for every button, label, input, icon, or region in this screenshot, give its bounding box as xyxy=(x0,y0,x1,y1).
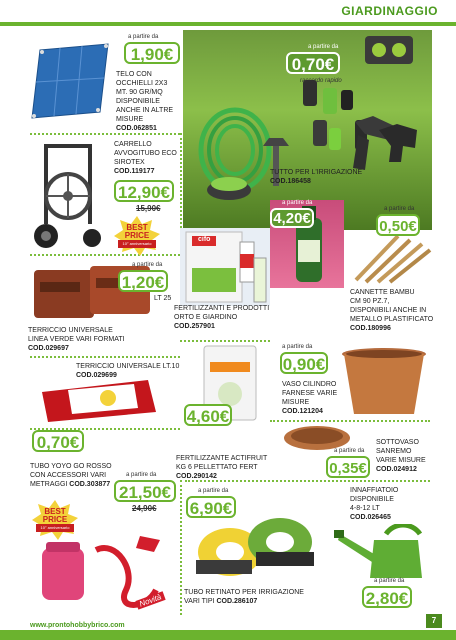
canes-code: COD.180996 xyxy=(350,325,391,332)
fertilizer-description xyxy=(174,304,269,331)
irrigation-from-label: a partire da xyxy=(308,44,339,50)
soil-small-code: COD.029699 xyxy=(76,372,117,379)
tarp-price: 1,90€ xyxy=(124,42,180,64)
hose-code: COD.286107 xyxy=(216,598,258,605)
canes-desc-line: CANNETTE BAMBU xyxy=(350,289,415,296)
badge-text xyxy=(114,224,160,240)
soil-small-image xyxy=(38,378,158,424)
vase-from-label: a partire da xyxy=(282,344,313,350)
yoyo-old-price: 24,90€ xyxy=(132,504,157,513)
yoyo-desc-line: TUBO YOYO GO ROSSO xyxy=(30,463,112,470)
tarp-desc-line: TELO CON xyxy=(116,71,152,78)
hose-cart-price: 12,90€ xyxy=(114,180,174,202)
badge-anniversary: 10° anniversario xyxy=(122,241,152,246)
badge-anniversary: 10° anniversario xyxy=(40,525,70,530)
fertilizer-brand: cifo xyxy=(198,236,211,243)
header-bar xyxy=(0,22,456,26)
separator xyxy=(30,133,180,135)
soil-price: 1,20€ xyxy=(118,270,168,292)
fertilizer-from-label: a partire da xyxy=(282,200,313,206)
tarp-from-label: a partire da xyxy=(128,34,159,40)
vase-description xyxy=(282,380,337,416)
irrigation-desc-line: TUTTO PER L'IRRIGAZIONE xyxy=(270,169,363,176)
page-header xyxy=(0,0,456,30)
yoyo-from-label: a partire da xyxy=(126,472,157,478)
page-number: 7 xyxy=(426,614,442,628)
yoyo-code: COD.303877 xyxy=(69,481,111,488)
cart-code: COD.119177 xyxy=(114,168,155,175)
tarp-desc-line: ANCHE IN ALTRE xyxy=(116,107,174,114)
hose-cart-old-price: 15,90€ xyxy=(136,204,161,213)
watering-can-desc-line: INNAFFIATOIO xyxy=(350,487,399,494)
soil-from-label: a partire da xyxy=(132,262,163,268)
badge-line: BEST xyxy=(126,223,148,232)
fertilizer-image xyxy=(180,228,270,306)
soil-small-desc-line: TERRICCIO UNIVERSALE LT.10 xyxy=(76,363,180,370)
hose-cart-description xyxy=(114,140,177,176)
canes-price: 0,50€ xyxy=(376,214,420,236)
tarp-desc-line: MISURE xyxy=(116,116,144,123)
irrigation-code: COD.186458 xyxy=(270,178,311,185)
watering-can-price: 2,80€ xyxy=(362,586,412,608)
irrigation-description xyxy=(270,168,362,186)
watering-can-desc-line: DISPONIBILE xyxy=(350,496,394,503)
hose-desc-line: VARI TIPI xyxy=(184,598,215,605)
watering-can-image xyxy=(334,524,434,582)
soil-code: COD.029697 xyxy=(28,345,69,352)
watering-can-from-label: a partire da xyxy=(374,578,405,584)
actifruit-price: 4,60€ xyxy=(184,404,232,426)
fertilizer-code: COD.257901 xyxy=(174,323,215,330)
saucer-desc-line: VARIE MISURE xyxy=(376,457,426,464)
tarp-image xyxy=(30,42,114,120)
saucer-from-label: a partire da xyxy=(334,448,365,454)
saucer-desc-line: SOTTOVASO xyxy=(376,439,419,446)
section-title: GIARDINAGGIO xyxy=(341,4,438,18)
actifruit-desc-line: KG 6 PELLETTATO FERT xyxy=(176,464,258,471)
saucer-price: 0,35€ xyxy=(326,456,370,478)
yoyo-desc-line: METRAGGI xyxy=(30,481,68,488)
actifruit-code: COD.290142 xyxy=(176,473,217,480)
irrigation-note: raccordo rapido xyxy=(300,78,342,84)
tarp-desc-line: OCCHIELLI 2X3 xyxy=(116,80,168,87)
cart-desc-line: CARRELLO xyxy=(114,141,152,148)
saucer-description xyxy=(376,438,426,474)
hose-image xyxy=(190,506,326,582)
tarp-desc-line: DISPONIBILE xyxy=(116,98,160,105)
vase-desc-line: MISURE xyxy=(282,399,310,406)
tarp-desc-line: MT. 90 GR/MQ xyxy=(116,89,163,96)
canes-desc-line: DISPONIBILI ANCHE IN xyxy=(350,307,427,314)
soil-description xyxy=(28,326,125,353)
saucer-code: COD.024912 xyxy=(376,466,417,473)
separator xyxy=(180,133,182,228)
saucer-desc-line: SANREMO xyxy=(376,448,412,455)
canes-desc-line: CM 90 PZ.7, xyxy=(350,298,390,305)
watering-can-code: COD.026465 xyxy=(350,514,391,521)
vase-code: COD.121204 xyxy=(282,408,323,415)
separator xyxy=(180,340,270,342)
hose-from-label: a partire da xyxy=(198,488,229,494)
cart-desc-line: AVVOGITUBO ECO xyxy=(114,150,177,157)
vase-desc-line: FARNESE VARIE xyxy=(282,390,338,397)
hose-desc-line: TUBO RETINATO PER IRRIGAZIONE xyxy=(184,589,304,596)
soil-small-price: 0,70€ xyxy=(32,430,84,452)
fertilizer-desc-line: FERTILIZZANTI E PRODOTTI xyxy=(174,305,270,312)
badge-line: PRICE xyxy=(42,515,68,524)
watering-can-desc-line: 4-8-12 LT xyxy=(350,505,380,512)
hose-price: 6,90€ xyxy=(186,496,236,518)
yoyo-price: 21,50€ xyxy=(114,480,176,502)
actifruit-description xyxy=(176,454,267,481)
separator xyxy=(270,420,430,422)
yoyo-new-tag: Novità xyxy=(135,591,165,609)
soil-size: LT 25 xyxy=(154,295,172,302)
separator xyxy=(30,356,180,358)
watering-can-description xyxy=(350,486,398,522)
tarp-code: COD.062851 xyxy=(116,125,157,132)
vase-image xyxy=(338,346,430,418)
badge-text xyxy=(32,508,78,524)
soil-desc-line: LINEA VERDE VARI FORMATI xyxy=(28,336,125,343)
best-price-badge xyxy=(114,216,160,256)
actifruit-desc-line: FERTILIZZANTE ACTIFRUIT xyxy=(176,455,268,462)
canes-desc-line: METALLO PLASTIFICATO xyxy=(350,316,434,323)
badge-line: BEST xyxy=(44,507,66,516)
canes-from-label: a partire da xyxy=(384,206,415,212)
fertilizer-desc-line: ORTO E GIARDINO xyxy=(174,314,238,321)
hose-description xyxy=(184,588,304,606)
separator xyxy=(180,480,182,615)
yoyo-image xyxy=(36,530,172,616)
irrigation-price: 0,70€ xyxy=(286,52,340,74)
hose-cart-image xyxy=(30,140,110,252)
yoyo-desc-line: CON ACCESSORI VARI xyxy=(30,472,107,479)
vase-price: 0,90€ xyxy=(280,352,328,374)
canes-description xyxy=(350,288,433,333)
vase-desc-line: VASO CILINDRO xyxy=(282,381,337,388)
canes-image xyxy=(350,232,432,284)
cart-desc-line: SIROTEX xyxy=(114,159,145,166)
fertilizer-price: 4,20€ xyxy=(270,208,314,228)
footer-website-link[interactable]: www.prontohobbybrico.com xyxy=(30,622,125,629)
footer-bar xyxy=(0,630,456,640)
soil-desc-line: TERRICCIO UNIVERSALE xyxy=(28,327,113,334)
badge-line: PRICE xyxy=(124,231,150,240)
tarp-description xyxy=(116,70,173,133)
yoyo-description xyxy=(30,462,112,489)
